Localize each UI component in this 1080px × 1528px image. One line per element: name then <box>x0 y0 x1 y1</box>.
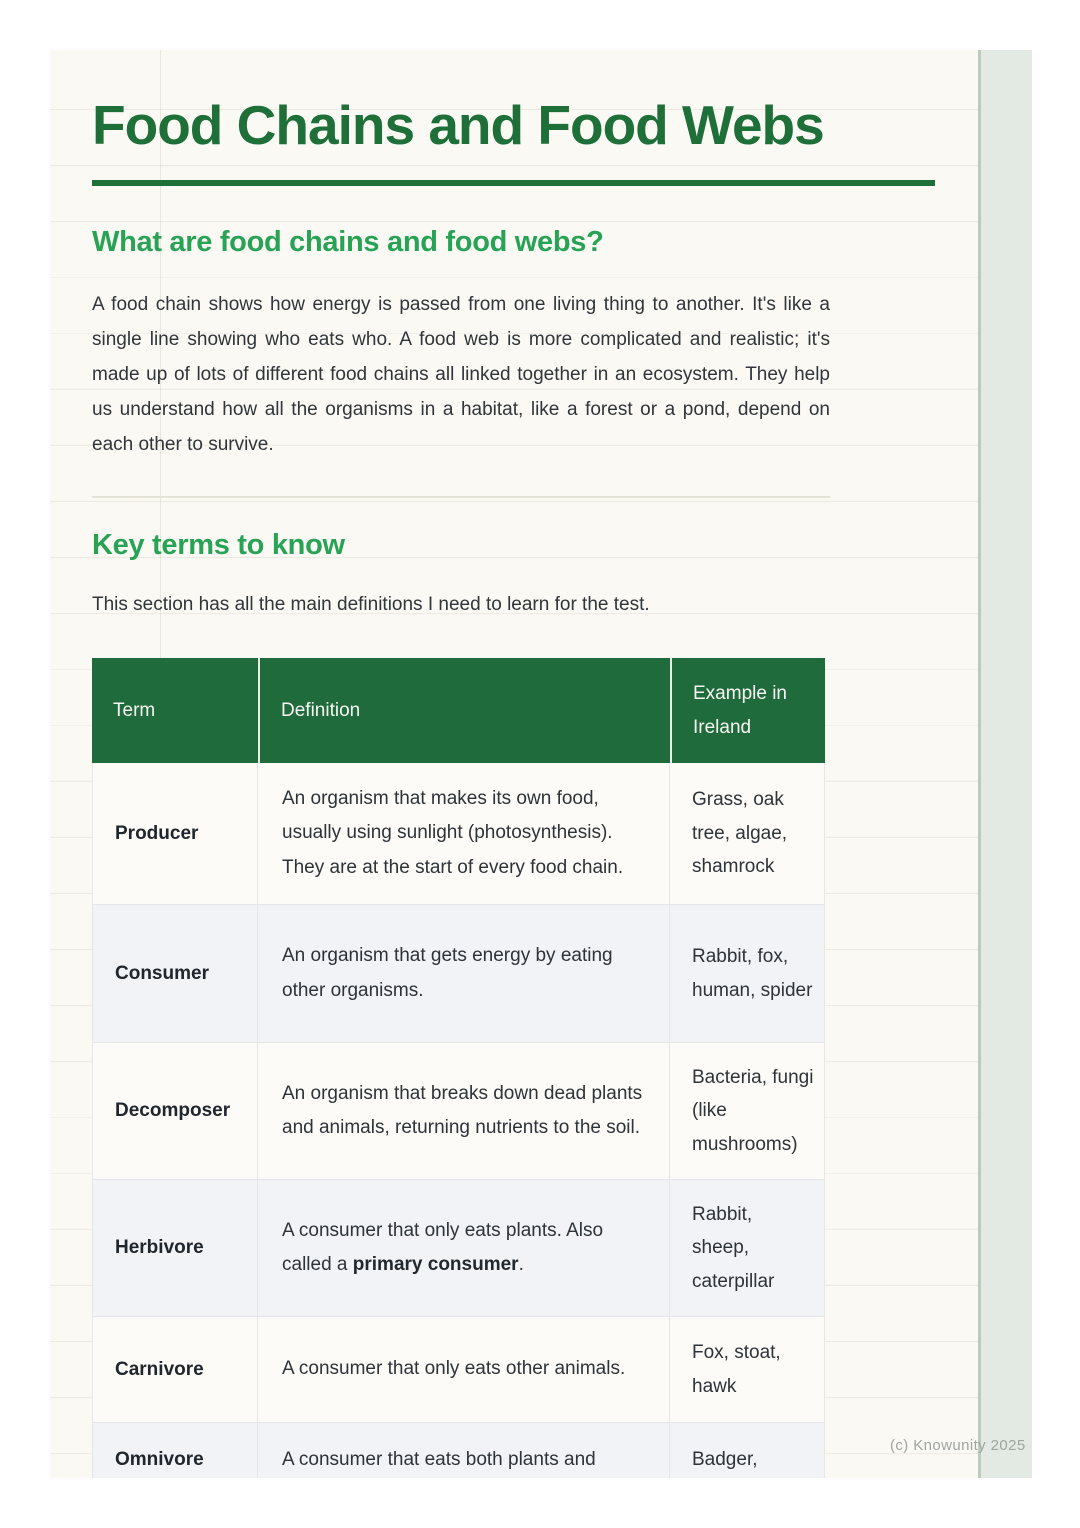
example-cell: Grass, oak tree, algae, shamrock <box>670 763 825 905</box>
table-row <box>92 1043 825 1180</box>
term-cell: Herbivore <box>92 1180 258 1317</box>
table-body <box>92 763 825 1478</box>
watermark: (c) Knowunity 2025 <box>890 1437 1026 1454</box>
key-terms-table <box>92 658 825 1478</box>
term-cell: Decomposer <box>92 1043 258 1180</box>
definition-cell: An organism that gets energy by eating other organisms. <box>258 905 670 1043</box>
example-cell: Fox, stoat, hawk <box>670 1317 825 1423</box>
section-heading-what-are: What are food chains and food webs? <box>92 226 604 258</box>
table-row <box>92 1317 825 1423</box>
key-terms-intro: This section has all the main definitions I need to learn for the test. <box>92 594 650 615</box>
definition-cell: An organism that makes its own food, usually using sunlight (photosynthesis). They are at the start of every food chain. <box>258 763 670 905</box>
table-row <box>92 1180 825 1317</box>
example-cell: Bacteria, fungi (like mushrooms) <box>670 1043 825 1180</box>
definition-cell: A consumer that only eats other animals. <box>258 1317 670 1423</box>
definition-cell: A consumer that only eats plants. Also called a primary consumer. <box>258 1180 670 1317</box>
table-row <box>92 763 825 905</box>
example-cell: Badger, <box>670 1423 825 1478</box>
page-title: Food Chains and Food Webs <box>92 94 824 156</box>
column-header-example: Example in Ireland <box>670 658 825 763</box>
term-cell: Carnivore <box>92 1317 258 1423</box>
example-cell: Rabbit, fox, human, spider <box>670 905 825 1043</box>
term-cell: Producer <box>92 763 258 905</box>
column-header-term: Term <box>92 658 258 763</box>
section-divider <box>92 496 830 498</box>
column-header-definition: Definition <box>258 658 670 763</box>
table-row <box>92 905 825 1043</box>
term-cell: Consumer <box>92 905 258 1043</box>
definition-cell: An organism that breaks down dead plants and animals, returning nutrients to the soil. <box>258 1043 670 1180</box>
table-row <box>92 1423 825 1478</box>
table-header-row <box>92 658 825 763</box>
page-edge-stripe <box>978 50 1032 1478</box>
term-cell: Omnivore <box>92 1423 258 1478</box>
document-page <box>50 50 1032 1478</box>
section-heading-key-terms: Key terms to know <box>92 529 345 561</box>
example-cell: Rabbit, sheep, caterpillar <box>670 1180 825 1317</box>
title-underline-rule <box>92 180 935 186</box>
intro-paragraph: A food chain shows how energy is passed from one living thing to another. It's like a single line showing who eats who. A food web is more complicated and realistic; it's made up of lots of different food chains all linked together in an ecosystem. They help us understand how all the organisms in a habitat, like a forest or a pond, depend on each other to survive. <box>92 294 830 455</box>
definition-cell: A consumer that eats both plants and <box>258 1423 670 1478</box>
